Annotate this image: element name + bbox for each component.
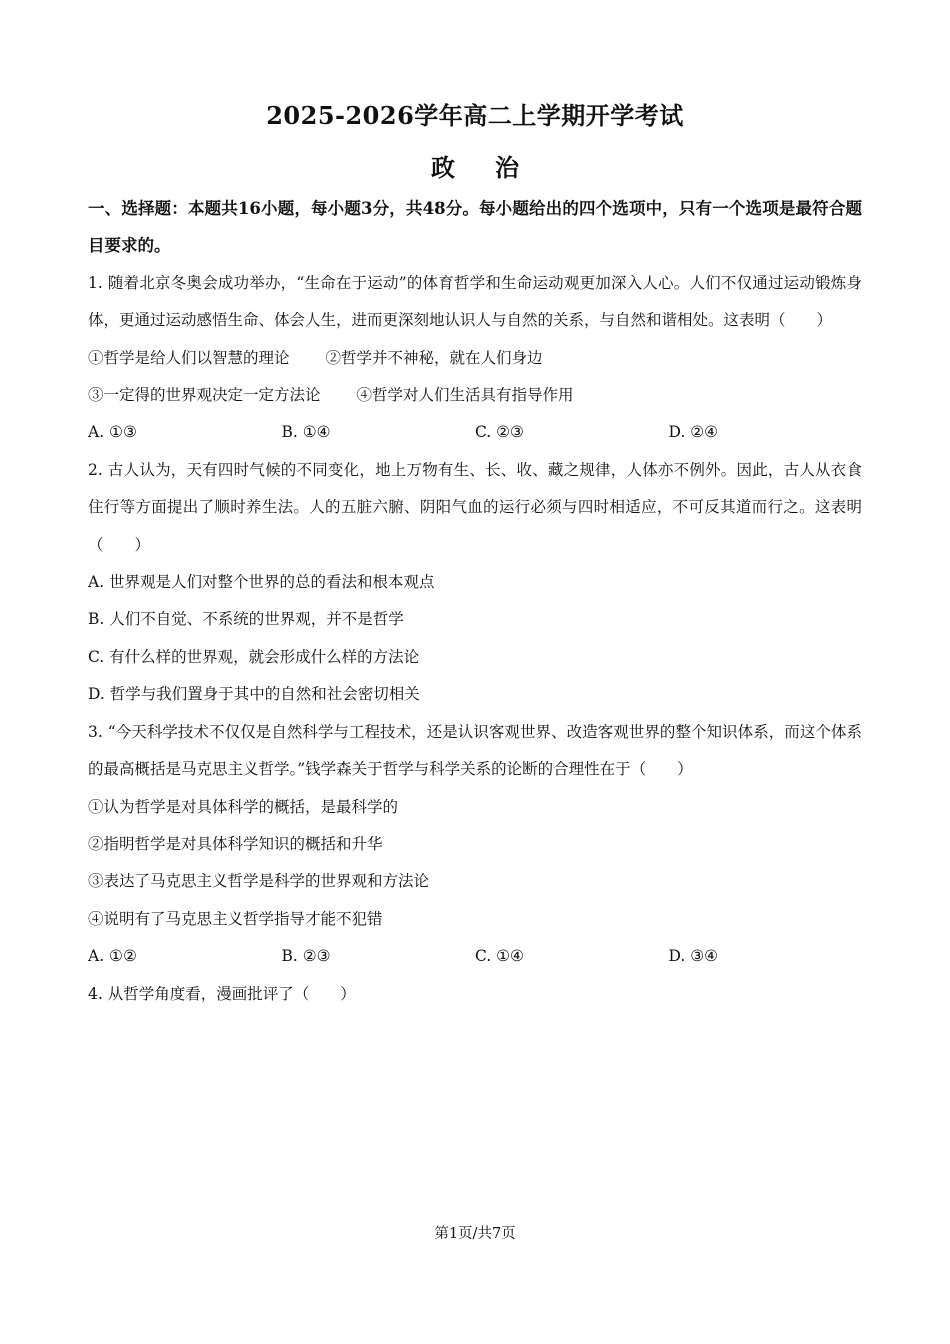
page-footer: 第1页/共7页	[434, 1226, 516, 1242]
question-1-option-a[interactable]: A. ①③	[88, 423, 137, 442]
question-1-statement-1: ①哲学是给人们以智慧的理论	[88, 348, 290, 367]
exam-content	[88, 190, 862, 1013]
question-2-stem: 2. 古人认为，天有四时气候的不同变化，地上万物有生、长、收、藏之规律，人体亦不例外。因此，古人从衣食住行等方面提出了顺时养生法。人的五脏六腑、阴阳气血的运行必须与四时相适应，不可反其道而行之。这表明（ ）	[88, 460, 862, 554]
question-2-option-d[interactable]: D. 哲学与我们置身于其中的自然和社会密切相关	[88, 685, 420, 704]
question-4-stem: 4. 从哲学角度看，漫画批评了（ ）	[88, 984, 356, 1003]
question-3-option-a[interactable]: A. ①②	[88, 947, 137, 966]
question-3-option-b[interactable]: B. ②③	[281, 947, 331, 966]
question-1-option-b[interactable]: B. ①④	[281, 423, 331, 442]
question-3-option-d[interactable]: D. ③④	[668, 947, 719, 966]
question-3-statement-1: ①认为哲学是对具体科学的概括，是最科学的	[88, 797, 399, 816]
question-3-option-c[interactable]: C. ①④	[475, 947, 524, 966]
question-1-statement-row	[88, 340, 862, 377]
question-1-option-c[interactable]: C. ②③	[475, 423, 524, 442]
question-1-statement-4: ④哲学对人们生活具有指导作用	[356, 386, 574, 405]
question-1-stem: 1. 随着北京冬奥会成功举办，“生命在于运动”的体育哲学和生命运动观更加深入人心。人们不仅通过运动锻炼身体，更通过运动感悟生命、体会人生，进而更深刻地认识人与自然的关系，与自然和谐相处。这表明（ ）	[88, 273, 862, 330]
question-1-options	[88, 414, 862, 451]
question-2-option-b[interactable]: B. 人们不自觉、不系统的世界观，并不是哲学	[88, 610, 404, 629]
subject-title: 政治	[431, 153, 559, 182]
question-3-statement-4: ④说明有了马克思主义哲学指导才能不犯错	[88, 909, 383, 928]
question-3-statement-2: ②指明哲学是对具体科学知识的概括和升华	[88, 834, 383, 853]
question-3-statement-3: ③表达了马克思主义哲学是科学的世界观和方法论	[88, 872, 430, 891]
question-1-statement-2: ②哲学并不神秘，就在人们身边	[325, 348, 543, 367]
question-1-option-d[interactable]: D. ②④	[668, 423, 719, 442]
exam-page	[88, 0, 862, 1344]
exam-title: 2025-2026学年高二上学期开学考试	[266, 101, 684, 130]
section-heading: 一、选择题：本题共16小题，每小题3分，共48分。每小题给出的四个选项中，只有一个选项是最符合题目要求的。	[88, 199, 862, 256]
question-1-statement-3: ③一定得的世界观决定一定方法论	[88, 386, 321, 405]
question-3-stem: 3. “今天科学技术不仅仅是自然科学与工程技术，还是认识客观世界、改造客观世界的整个知识体系，而这个体系的最高概括是马克思主义哲学。”钱学森关于哲学与科学关系的论断的合理性在于（ ）	[88, 722, 862, 779]
question-3-options	[88, 938, 862, 975]
question-2-option-c[interactable]: C. 有什么样的世界观，就会形成什么样的方法论	[88, 647, 420, 666]
question-2-option-a[interactable]: A. 世界观是人们对整个世界的总的看法和根本观点	[88, 573, 435, 592]
question-1-statement-row	[88, 377, 862, 414]
